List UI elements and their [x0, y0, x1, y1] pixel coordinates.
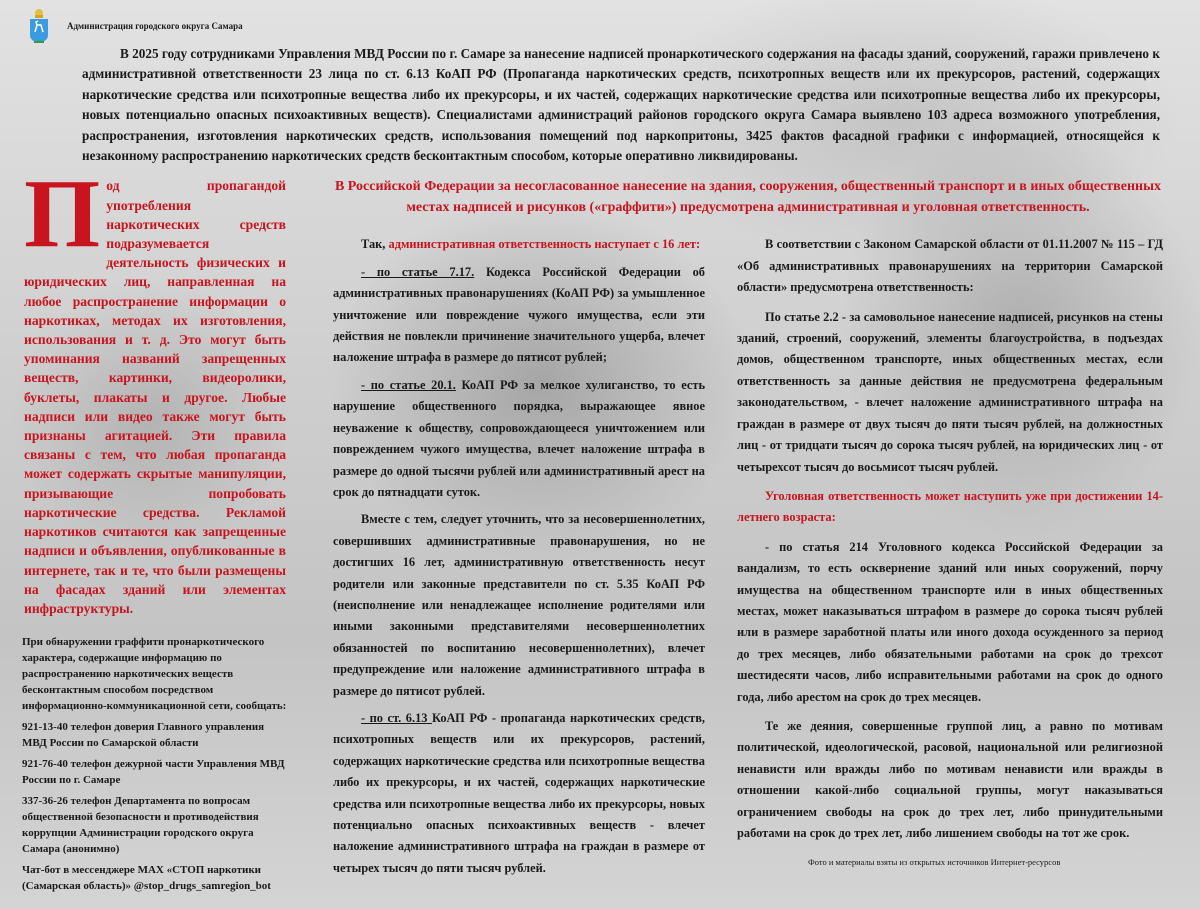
highlight-text: административная ответственность наступает с 16 лет: — [388, 237, 701, 252]
drop-cap: П — [24, 160, 101, 269]
paragraph: По статье 2.2 - за самовольное нанесение надписей, рисунков на стены зданий, строений, сооружений, элементы благоустройства, в подъездах домов, общественном транспорте, иных общественных местах, если ответственность за данные действия не предусмотрена федеральным законодательством, - влечет наложение административного штрафа на граждан в размере от двух тысяч до пяти тысяч рублей, на должностных лиц - от тридцати тысяч до сорока тысяч рублей, на юридических лиц - от четырехсот тысяч до восьмисот тысяч рублей. — [737, 309, 1163, 474]
law-columns — [318, 234, 1178, 885]
content-columns — [0, 160, 1200, 909]
definition-text: од пропагандой употребления наркотических средств подразумевается деятельность физических и юридических лиц, направленная на любое распространение информации о наркотиках, методах их изготовления, использования и т. д. Это могут быть упоминания названий запрещенных веществ, картинки, видеоролики, буклеты, плакаты и другое. Любые надписи или видео также могут быть признаны агитацией. Эти правила связаны с тем, что любая пропаганда может содержать скрытые манипуляции, призывающие попробовать наркотические средства. Рекламой наркотиков считаются как запрещенные надписи и объявления, опубликованные в интернете, так и те, что были размещены на фасадах зданий или элементах инфраструктуры. — [24, 178, 286, 616]
article-ref: - по статье 7.17. — [361, 264, 475, 279]
page-header — [0, 0, 1200, 44]
contacts-intro: При обнаружении граффити пронаркотического характера, содержащие информацию по распространению наркотических веществ бесконтактным способом посредством информационно-коммуникационной сети, сообщать: — [22, 636, 287, 713]
article-ref: - по статье 20.1. — [361, 377, 456, 392]
text: КоАП РФ - пропаганда наркотических средств, психотропных веществ или их прекурсоров, растений, содержащих наркотические средства или психотропные вещества либо их прекурсоры, и их частей, содержащих наркотические средства или психотропные вещества либо их прекурсоры, новых потенциально опасных психоактивных веществ - влечет наложение административного штрафа на граждан в размере от четырех тысяч до пяти тысяч рублей. — [333, 710, 705, 875]
administrative-column — [333, 234, 705, 885]
paragraph — [333, 234, 705, 255]
text: Так, — [361, 237, 389, 252]
paragraph: Вместе с тем, следует уточнить, что за несовершеннолетних, совершивших административные правонарушения, но не достигших 16 лет, административную ответственность несут родители или законные представители по ст. 5.35 КоАП РФ (неисполнение или ненадлежащее исполнение родителями или иными законными представителями несовершеннолетних обязанностей по воспитанию несовершеннолетних), влечет предупреждение или наложение административного штрафа в размере до пятисот рублей. — [333, 512, 705, 698]
contact-item: Чат-бот в мессенджере MAX «СТОП наркотики (Самарская область)» @stop_drugs_samregion_bot — [22, 864, 271, 893]
organization-name: Администрация городского округа Самара — [67, 21, 243, 31]
paragraph: В соответствии с Законом Самарской области от 01.11.2007 № 115 – ГД «Об административных правонарушениях на территории Самарской области» предусмотрена ответственность: — [737, 237, 1163, 295]
left-column — [22, 160, 287, 899]
propaganda-definition — [24, 160, 286, 618]
contact-item: 921-76-40 телефон дежурной части Управления МВД России по г. Самаре — [22, 758, 285, 787]
article-ref: - по ст. 6.13 — [361, 710, 432, 725]
source-note: Фото и материалы взяты из открытых источников Интернет-ресурсов — [808, 857, 1061, 868]
main-area — [318, 176, 1178, 885]
paragraph — [333, 375, 705, 503]
contact-item: 337-36-26 телефон Департамента по вопросам общественной безопасности и противодействия коррупции Администрации городского округа Самара (анонимно) — [22, 795, 259, 856]
criminal-heading: Уголовная ответственность может наступить уже при достижении 14-летнего возраста: — [737, 488, 1163, 525]
paragraph: Те же деяния, совершенные группой лиц, а равно по мотивам политической, идеологической, расовой, национальной или религиозной ненависти или вражды либо по мотивам ненависти или вражды в отношении какой-либо социальной группы, могут наказываться ограничением свободы на срок до трех лет, либо принудительными работами на срок до трех лет, либо лишением свободы на тот же срок. — [737, 718, 1163, 840]
contact-item: 921-13-40 телефон доверия Главного управления МВД России по Самарской области — [22, 721, 265, 750]
text: КоАП РФ за мелкое хулиганство, то есть нарушение общественного порядка, выражающее явное неуважение к обществу, сопровождающееся уничтожением или повреждением чужого имущества, влечет наложение штрафа в размере до одной тысячи рублей или административный арест на срок до пятнадцати суток. — [333, 377, 705, 499]
text: Кодекса Российской Федерации об административных правонарушениях (КоАП РФ) за умышленное уничтожение или повреждение чужого имущества, если эти действия не повлекли причинение значительного ущерба, влечет наложение штрафа в размере до пятисот рублей; — [333, 264, 705, 365]
regional-criminal-column — [737, 234, 1163, 873]
contacts-block — [22, 634, 287, 894]
main-heading: В Российской Федерации за несогласованное нанесение на здания, сооружения, общественный транспорт и в иных общественных местах надписей и рисунков («граффити») предусмотрена административная и уголовная ответственность. — [334, 179, 1162, 216]
paragraph — [333, 708, 705, 879]
paragraph: - по статья 214 Уголовного кодекса Российской Федерации за вандализм, то есть осквернение зданий или иных сооружений, порчу имущества на общественном транспорте или в иных общественных местах, может наказываться штрафом в размере до сорока тысяч рублей или в размере заработной платы или иного дохода осужденного за период до трех месяцев, либо обязательными работами на срок до трехсот шестидесяти часов, либо исправительными работами на срок до одного года, либо арестом на срок до трех месяцев. — [737, 539, 1163, 704]
intro-paragraph: В 2025 году сотрудниками Управления МВД России по г. Самаре за нанесение надписей пронаркотического содержания на фасады зданий, сооружений, гаражи привлечено к административной ответственности 23 лица по ст. 6.13 КоАП РФ (Пропаганда наркотических средств, психотропных веществ или их прекурсоров, растений, содержащих наркотические средства или психотропные вещества либо их прекурсоры, и их частей, содержащих наркотические средства или психотропные вещества либо их прекурсоры, новых потенциально опасных психоактивных веществ). Специалистами администраций районов городского округа Самара выявлено 103 адреса возможного употребления, распространения, изготовления наркотических средств, использования помещений под наркопритоны, 3425 фактов фасадной графики с информацией, относящейся к незаконному распространению наркотических средств бесконтактным способом, которые оперативно ликвидированы. — [82, 46, 1160, 164]
coat-of-arms-logo — [28, 8, 50, 44]
paragraph — [333, 262, 705, 369]
